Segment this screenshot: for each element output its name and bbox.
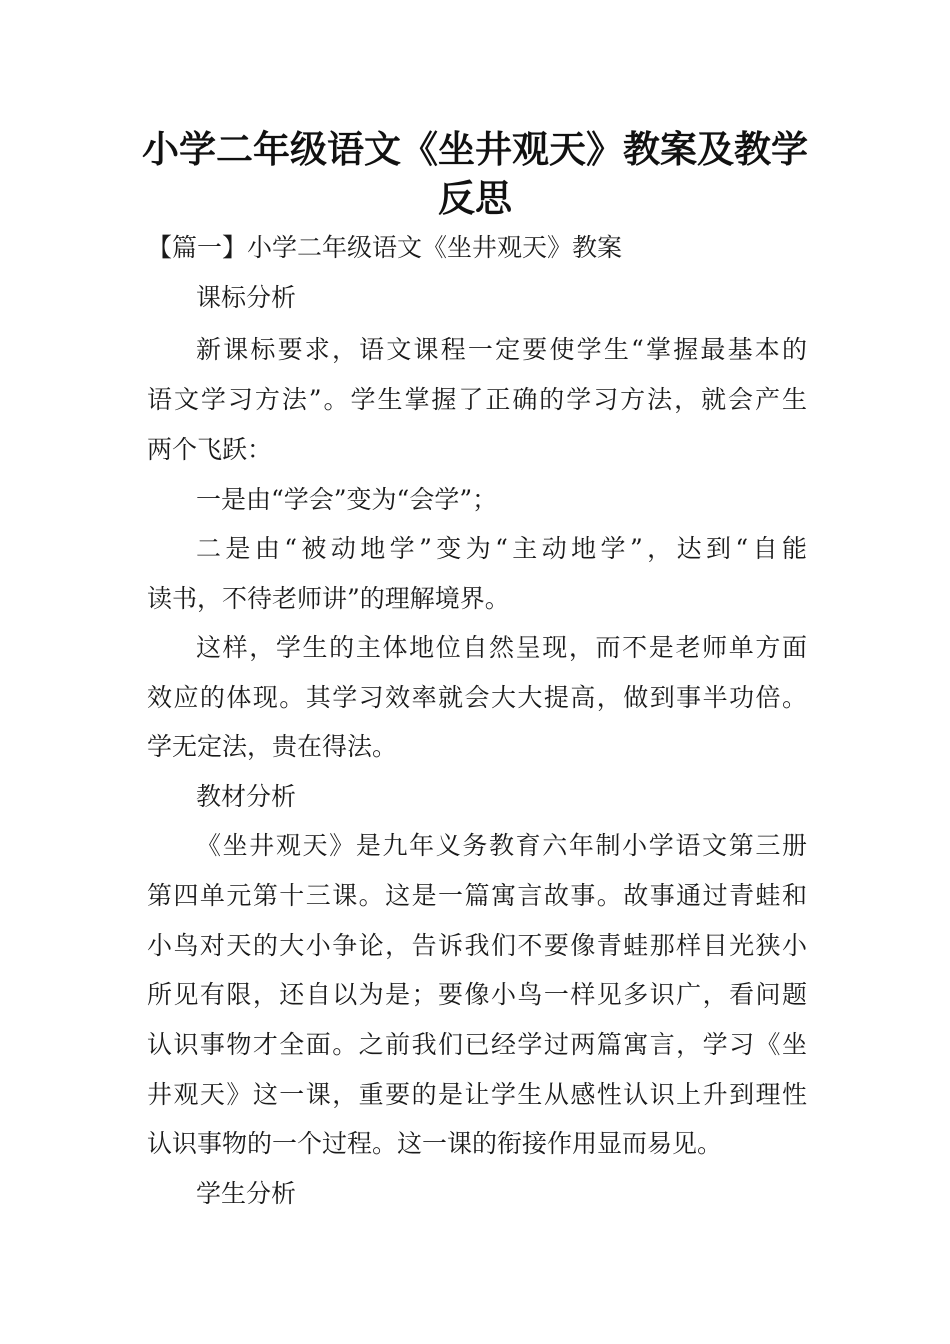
paragraph-line: 《坐井观天》是九年义务教育六年制小学语文第三册	[196, 831, 807, 860]
paragraph-line: 小鸟对天的大小争论，告诉我们不要像青蛙那样目光狭小	[147, 931, 807, 960]
paragraph-line: 学无定法，贵在得法。	[147, 732, 398, 761]
paragraph-line: 这样，学生的主体地位自然呈现，而不是老师单方面	[196, 633, 807, 662]
paragraph-line: 认识事物的一个过程。这一课的衔接作用显而易见。	[147, 1129, 723, 1158]
paragraph-line: 一是由“学会”变为“会学”；	[196, 485, 498, 514]
subheading-student-analysis: 学生分析	[196, 1179, 297, 1208]
paragraph-line: 第四单元第十三课。这是一篇寓言故事。故事通过青蛙和	[147, 881, 807, 910]
paragraph-line: 读书，不待老师讲”的理解境界。	[147, 584, 510, 613]
subheading-textbook-analysis: 教材分析	[196, 782, 297, 811]
paragraph-line: 两个飞跃：	[147, 435, 273, 464]
paragraph-line: 井观天》这一课，重要的是让学生从感性认识上升到理性	[147, 1080, 807, 1109]
paragraph-line: 语文学习方法”。学生掌握了正确的学习方法，就会产生	[147, 385, 807, 414]
section-heading: 【篇一】小学二年级语文《坐井观天》教案	[147, 233, 623, 262]
document-title-line-1: 小学二年级语文《坐井观天》教案及教学	[142, 128, 808, 171]
paragraph-line: 新课标要求，语文课程一定要使学生“掌握最基本的	[196, 335, 807, 364]
paragraph-line: 效应的体现。其学习效率就会大大提高，做到事半功倍。	[147, 683, 807, 712]
paragraph-line: 二是由“被动地学”变为“主动地学”，达到“自能	[196, 534, 807, 563]
document-title-line-2: 反思	[438, 177, 512, 220]
paragraph-line: 所见有限，还自以为是；要像小鸟一样见多识广，看问题	[147, 980, 807, 1009]
paragraph-line: 认识事物才全面。之前我们已经学过两篇寓言，学习《坐	[147, 1030, 807, 1059]
subheading-curriculum-analysis: 课标分析	[196, 283, 297, 312]
